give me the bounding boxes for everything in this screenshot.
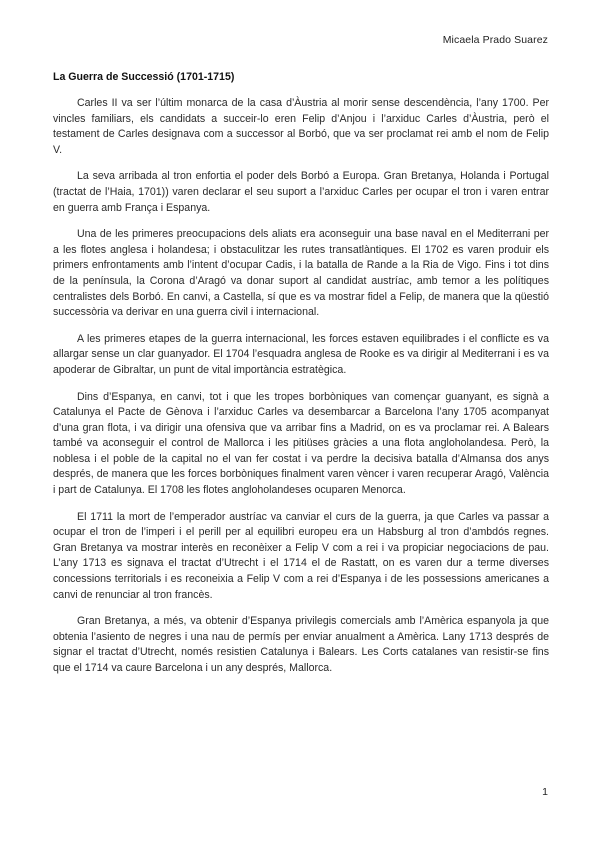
paragraph: A les primeres etapes de la guerra internacional, les forces estaven equilibrades i el conflicte es va allargar sense un clar guanyador. El 1704 l’esquadra anglesa de Rooke es va dirigir al Mediterrani i es va apoderar de Gibraltar, un punt de vital importància estratègica. — [53, 332, 549, 376]
document-body — [53, 96, 549, 688]
page-number: 1 — [542, 786, 548, 798]
paragraph: Dins d’Espanya, en canvi, tot i que les tropes borbòniques van començar guanyant, es signà a Catalunya el Pacte de Gènova i l’arxiduc Carles va desembarcar a Barcelona l’any 1705 acompanyat d’una gran flota, i va dirigir una ofensiva que va arribar fins a Madrid, on es va proclamar rei. A Balears també va aconseguir el control de Mallorca i les pitiüses gràcies a una flota angloholandesa. Però, la noblesa i el poble de la capital no el van fer costat i va perdre la decisiva batalla d’Almansa dos anys després, de manera que les forces borbòniques finalment varen vèncer i varen recuperar Aragó, València i part de Catalunya. El 1708 les flotes angloholandeses ocuparen Menorca. — [53, 390, 549, 497]
paragraph: El 1711 la mort de l’emperador austríac va canviar el curs de la guerra, ja que Carles va passar a ocupar el tron de l’imperi i el perill per al equilibri europeu era un Habsburg al tron d’ambdós regnes. Gran Bretanya va mostrar interès en reconèixer a Felip V com a rei i va propiciar negociacions de pau. L’any 1713 es signava el tractat d’Utrecht i el 1714 el de Rastatt, on es varen dur a terme diverses concessions territorials i es reconeixia a Felip V com a rei d’Espanya i de les possessions americanes a canvi de renunciar al tron francès. — [53, 510, 549, 601]
paragraph: Una de les primeres preocupacions dels aliats era aconseguir una base naval en el Mediterrani per a les flotes anglesa i holandesa; i obstaculitzar les rutes transatlàntiques. El 1702 es varen produir els primers enfrontaments amb l’intent d’ocupar Cadis, i la batalla de Rande a la Ria de Vigo. Fins i tot dins de la península, la Corona d’Aragó va donar suport al candidat austríac, amb temor a les polítiques centralistes dels Borbó. En canvi, a Castella, sí que es va mostrar fidel a Felip, de manera que la qüestió successòria va derivar en una guerra civil i internacional. — [53, 228, 549, 319]
paragraph: La seva arribada al tron enfortia el poder dels Borbó a Europa. Gran Bretanya, Holanda i Portugal (tractat de l’Haia, 1701)) varen declarar el seu suport a l’arxiduc Carles per ocupar el tron i varen entrar en guerra amb França i Espanya. — [53, 170, 549, 214]
paragraph: Gran Bretanya, a més, va obtenir d’Espanya privilegis comercials amb l’Amèrica espanyola ja que obtenia l’asiento de negres i una nau de permís per enviar anualment a Amèrica. Lany 1713 després de signar el tractat d’Utrecht, només resistien Catalunya i Balears. Les Corts catalanes van resistir-se fins que el 1714 va caure Barcelona i un any després, Mallorca. — [53, 615, 549, 674]
paragraph: Carles II va ser l’últim monarca de la casa d’Àustria al morir sense descendència, l’any 1700. Per vincles familiars, els candidats a succeir-lo eren Felip d’Anjou i l’arxiduc Carles d’Àustria, però el testament de Carles designava com a successor al Borbó, que va ser proclamat rei amb el nom de Felip V. — [53, 97, 549, 156]
header-author: Micaela Prado Suarez — [442, 34, 548, 46]
document-title: La Guerra de Successió (1701-1715) — [53, 71, 235, 83]
